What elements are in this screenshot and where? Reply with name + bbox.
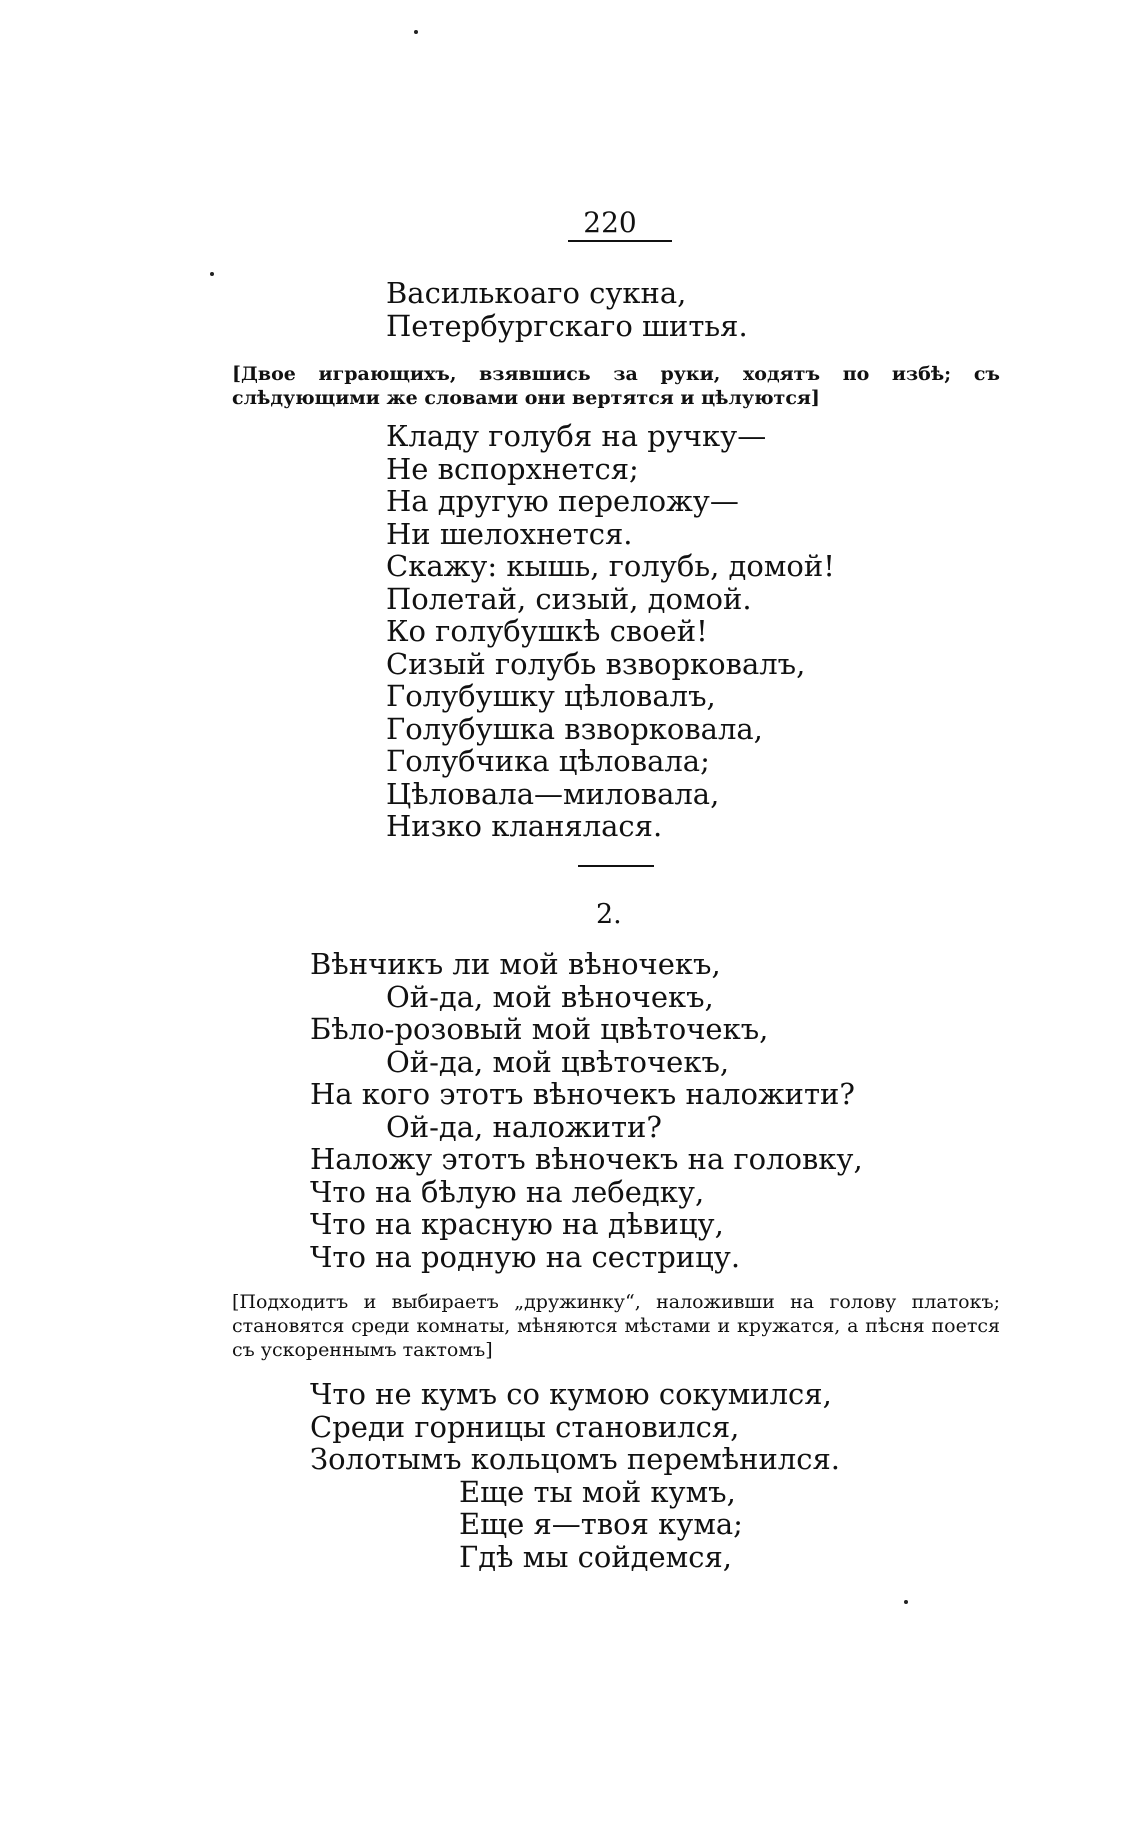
ink-speck <box>904 1600 908 1604</box>
page-number: 220 <box>583 206 637 239</box>
verse-line: Еще я—твоя кума; <box>459 1507 743 1541</box>
stage-direction-1: [Двое играющихъ, взявшись за руки, ходятъ по избѣ; съ слѣдующими же словами они вертятся и цѣлуются] <box>232 363 1000 409</box>
verse-line: Что на бѣлую на лебедку, <box>310 1174 705 1209</box>
verse-line: Что на родную на сестрицу. <box>310 1239 741 1274</box>
verse-line: Еще ты мой кумъ, <box>459 1474 736 1509</box>
verse-line: На кого этотъ вѣночекъ наложити? <box>310 1077 855 1111</box>
verse-line: Василькоаго сукна, <box>386 276 687 310</box>
verse-line: Бѣло-розовый мой цвѣточекъ, <box>310 1012 769 1046</box>
verse-line: Золотымъ кольцомъ перемѣнился. <box>310 1442 840 1476</box>
verse-line: На другую переложу— <box>386 484 739 518</box>
verse-line: Что не кумъ со кумою сокумился, <box>310 1377 832 1411</box>
verse-line: Полетай, сизый, домой. <box>386 581 752 616</box>
verse-line: Сизый голубь взворковалъ, <box>386 646 806 681</box>
verse-line: Кладу голубя на ручку— <box>386 419 767 453</box>
verse-line: Голубушка взворковала, <box>386 711 763 746</box>
verse-line: Цѣловала—миловала, <box>386 776 720 811</box>
section-divider <box>578 865 654 867</box>
verse-1 <box>386 277 748 342</box>
verse-line: Гдѣ мы сойдемся, <box>459 1539 732 1574</box>
verse-line: Ой-да, наложити? <box>386 1109 662 1144</box>
ink-speck <box>414 30 418 34</box>
verse-2 <box>386 420 835 843</box>
stage-direction-2: [Подходитъ и выбираетъ „дружинку“, наложивши на голову платокъ; становятся среди комнаты, мѣняются мѣстами и кружатся, а пѣсня поется съ ускореннымъ тактомъ] <box>232 1291 1000 1361</box>
verse-line: Голубчика цѣловала; <box>386 744 710 778</box>
verse-line: Ко голубушкѣ своей! <box>386 614 708 648</box>
verse-line: Что на красную на дѣвицу, <box>310 1207 724 1241</box>
verse-line: Низко кланялася. <box>386 809 663 843</box>
verse-3 <box>310 948 863 1273</box>
verse-line: Скажу: кышь, голубь, домой! <box>386 549 835 583</box>
verse-line: Среди горницы становился, <box>310 1409 740 1444</box>
verse-line: Не вспорхнется; <box>386 451 639 486</box>
verse-line: Вѣнчикъ ли мой вѣночекъ, <box>310 947 721 981</box>
verse-4 <box>310 1378 840 1573</box>
verse-line: Голубушку цѣловалъ, <box>386 679 716 713</box>
section-number: 2. <box>596 899 622 930</box>
verse-line: Ой-да, мой цвѣточекъ, <box>386 1044 730 1079</box>
verse-line: Ой-да, мой вѣночекъ, <box>386 979 714 1014</box>
verse-line: Петербургскаго шитья. <box>386 308 748 343</box>
verse-line: Наложу этотъ вѣночекъ на головку, <box>310 1142 863 1176</box>
verse-line: Ни шелохнется. <box>386 516 633 551</box>
page-number-rule <box>568 240 672 242</box>
ink-speck <box>210 272 214 276</box>
